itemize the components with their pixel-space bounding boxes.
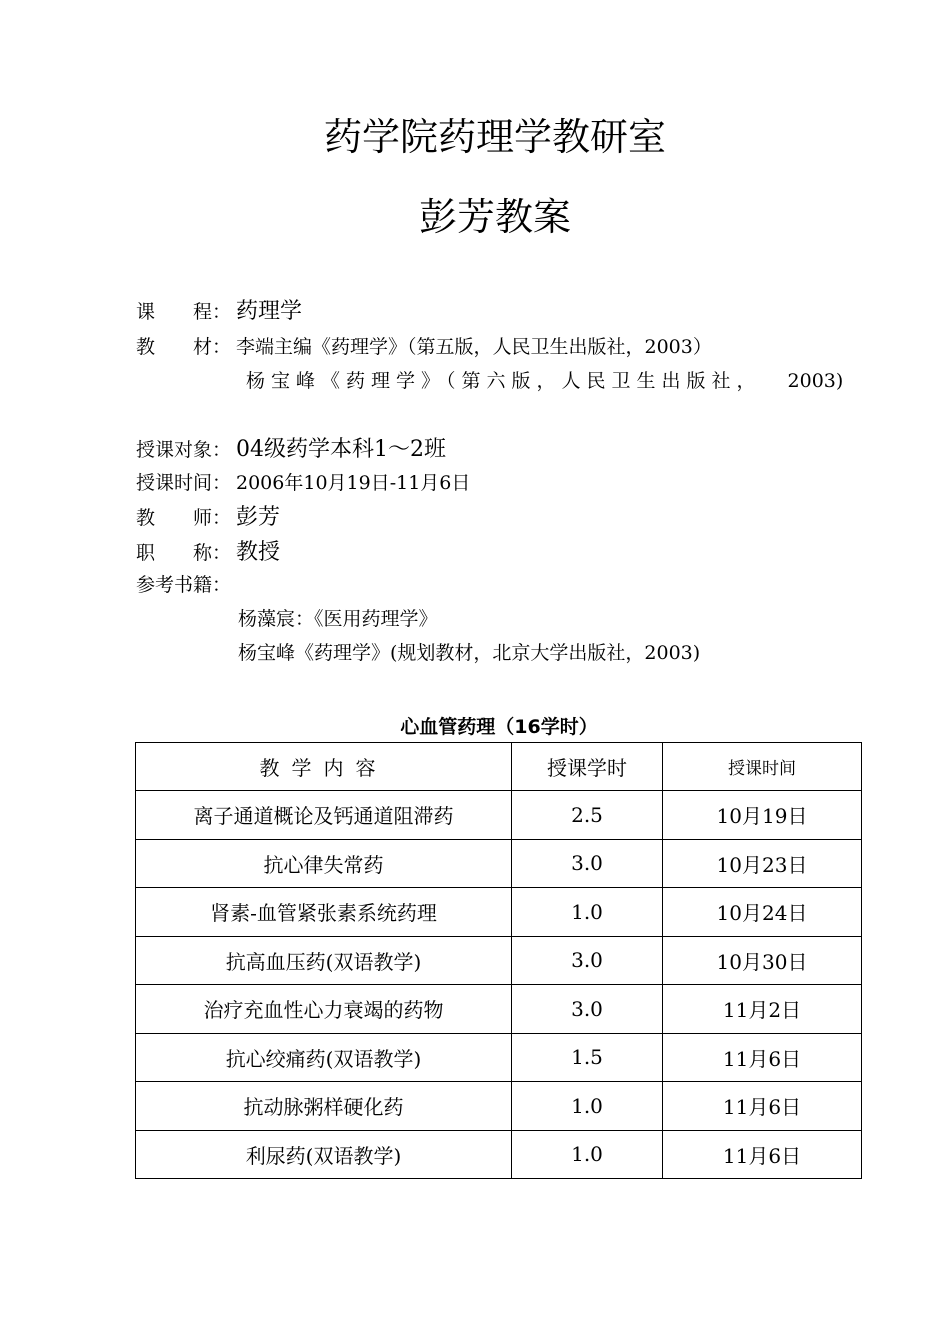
teacher-value: 彭芳 — [236, 505, 281, 530]
row-hours: 2.5 — [512, 791, 663, 840]
row-topic: 治疗充血性心力衰竭的药物 — [136, 985, 512, 1034]
target-row — [136, 432, 446, 463]
table-row — [136, 985, 862, 1034]
target-label: 授课对象： — [136, 439, 232, 461]
row-hours: 1.0 — [512, 1130, 663, 1179]
row-date: 11月6日 — [663, 1082, 862, 1131]
rank-label: 职 称： — [136, 542, 232, 564]
row-topic: 抗心绞痛药(双语教学) — [136, 1033, 512, 1082]
row-hours: 3.0 — [512, 936, 663, 985]
teacher-label: 教 师： — [136, 507, 232, 529]
header-date: 授课时间 — [663, 743, 862, 791]
table-header-row — [136, 743, 862, 791]
table-row — [136, 936, 862, 985]
row-date: 10月23日 — [663, 839, 862, 888]
row-date: 11月2日 — [663, 985, 862, 1034]
time-value: 2006年10月19日-11月6日 — [236, 472, 471, 494]
table-row — [136, 1082, 862, 1131]
reference-2: 杨宝峰《药理学》(规划教材，北京大学出版社，2003) — [238, 642, 701, 664]
course-value: 药理学 — [236, 299, 303, 324]
row-date: 10月19日 — [663, 791, 862, 840]
rank-value: 教授 — [236, 540, 281, 565]
textbook-2-year: 2003) — [787, 370, 844, 392]
row-hours: 3.0 — [512, 839, 663, 888]
row-hours: 3.0 — [512, 985, 663, 1034]
row-hours: 1.0 — [512, 888, 663, 937]
target-value: 04级药学本科1～2班 — [236, 437, 446, 462]
lesson-plan-title: 彭芳教案 — [418, 195, 571, 239]
row-date: 11月6日 — [663, 1130, 862, 1179]
table-row — [136, 888, 862, 937]
row-topic: 抗高血压药(双语教学) — [136, 936, 512, 985]
row-topic: 抗动脉粥样硬化药 — [136, 1082, 512, 1131]
course-label: 课 程： — [136, 301, 232, 323]
header-content: 教学内容 — [136, 743, 512, 791]
reference-1: 杨藻宸：《医用药理学》 — [238, 608, 438, 630]
textbook-2-row — [246, 366, 843, 393]
teacher-row — [136, 500, 280, 531]
rank-row — [136, 535, 280, 566]
row-date: 11月6日 — [663, 1033, 862, 1082]
table-row — [136, 1033, 862, 1082]
time-row — [136, 468, 470, 495]
table-row — [136, 791, 862, 840]
references-label: 参考书籍： — [136, 574, 232, 596]
schedule-title: 心血管药理（16学时） — [400, 716, 598, 738]
time-label: 授课时间： — [136, 472, 232, 494]
row-topic: 肾素-血管紧张素系统药理 — [136, 888, 512, 937]
row-date: 10月30日 — [663, 936, 862, 985]
header-hours: 授课学时 — [512, 743, 663, 791]
row-topic: 抗心律失常药 — [136, 839, 512, 888]
row-topic: 离子通道概论及钙通道阻滞药 — [136, 791, 512, 840]
row-hours: 1.0 — [512, 1082, 663, 1131]
textbook-1: 李端主编《药理学》（第五版，人民卫生出版社，2003） — [236, 336, 712, 358]
textbook-2: 杨宝峰《药理学》（第六版，人民卫生出版社， — [246, 370, 762, 392]
page-title: 药学院药理学教研室 — [323, 115, 666, 159]
course-row — [136, 294, 302, 325]
schedule-table — [135, 742, 862, 1179]
table-row — [136, 1130, 862, 1179]
table-row — [136, 839, 862, 888]
textbook-row — [136, 332, 712, 359]
row-hours: 1.5 — [512, 1033, 663, 1082]
row-date: 10月24日 — [663, 888, 862, 937]
textbook-label: 教 材： — [136, 336, 232, 358]
row-topic: 利尿药(双语教学) — [136, 1130, 512, 1179]
